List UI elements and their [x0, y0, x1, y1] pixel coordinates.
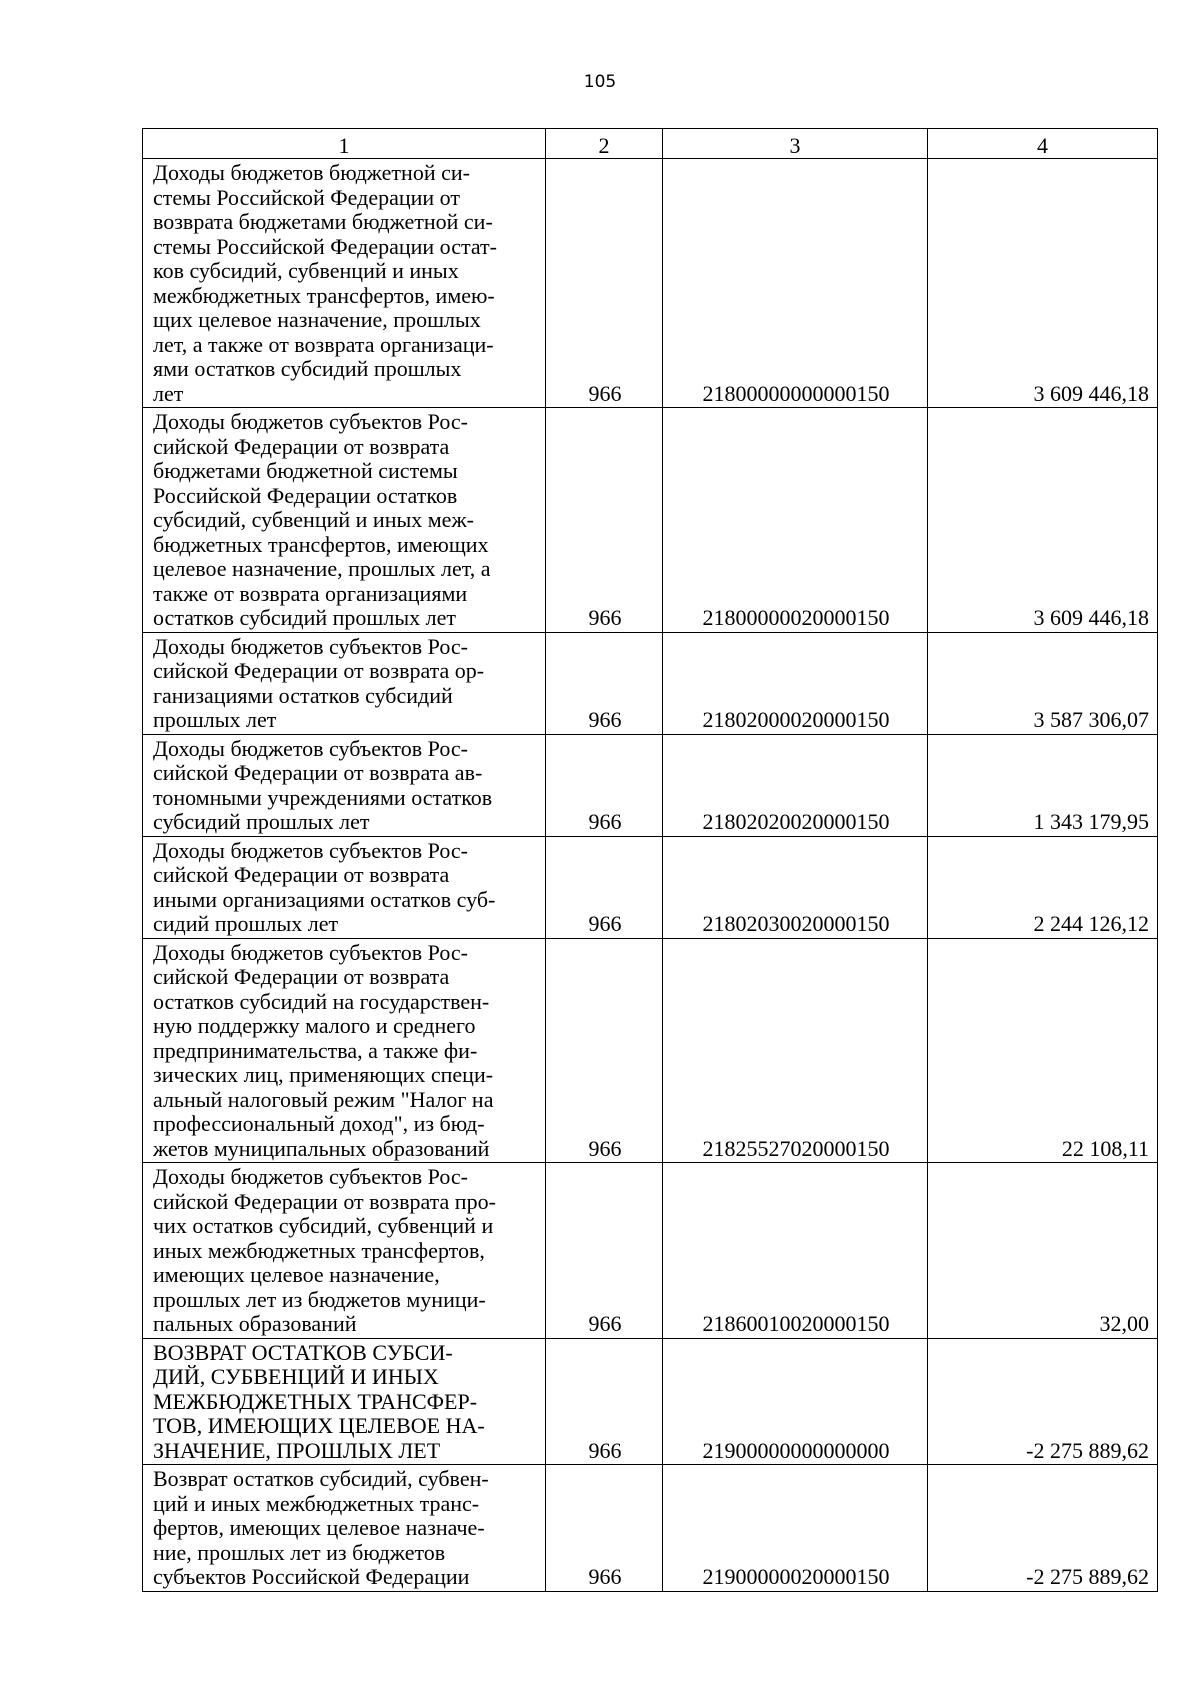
admin-code: 966 — [546, 938, 663, 1163]
income-description: Доходы бюджетов субъектов Рос- сийской Федерации от возврата ав- тономными учреждениями остатков субсидий прошлых лет — [143, 734, 546, 836]
budget-classification-code: 21900000020000150 — [663, 1465, 928, 1592]
income-description: Возврат остатков субсидий, субвен- ций и иных межбюджетных транс- фертов, имеющих целевое назначе- ние, прошлых лет из бюджетов субъектов Российской Федерации — [143, 1465, 546, 1592]
amount-value: 22 108,11 — [928, 938, 1158, 1163]
table-row — [143, 632, 1158, 734]
admin-code: 966 — [546, 1163, 663, 1339]
budget-classification-code: 21825527020000150 — [663, 938, 928, 1163]
amount-value: 1 343 179,95 — [928, 734, 1158, 836]
column-header-3: 3 — [663, 129, 928, 159]
table-row — [143, 1465, 1158, 1592]
admin-code: 966 — [546, 836, 663, 938]
table-row — [143, 408, 1158, 633]
page-number: 105 — [583, 72, 617, 92]
amount-value: 32,00 — [928, 1163, 1158, 1339]
column-header-2: 2 — [546, 129, 663, 159]
amount-value: 2 244 126,12 — [928, 836, 1158, 938]
admin-code: 966 — [546, 632, 663, 734]
table-row — [143, 938, 1158, 1163]
table-row — [143, 836, 1158, 938]
amount-value: 3 609 446,18 — [928, 408, 1158, 633]
income-description: Доходы бюджетов субъектов Рос- сийской Федерации от возврата иными организациями остатков суб- сидий прошлых лет — [143, 836, 546, 938]
table-row — [143, 159, 1158, 408]
income-description: ВОЗВРАТ ОСТАТКОВ СУБСИ- ДИЙ, СУБВЕНЦИЙ И ИНЫХ МЕЖБЮДЖЕТНЫХ ТРАНСФЕР- ТОВ, ИМЕЮЩИХ ЦЕЛЕВОЕ НА- ЗНАЧЕНИЕ, ПРОШЛЫХ ЛЕТ — [143, 1338, 546, 1465]
column-header-4: 4 — [928, 129, 1158, 159]
table-body — [143, 159, 1158, 1592]
table-row — [143, 1163, 1158, 1339]
admin-code: 966 — [546, 1338, 663, 1465]
amount-value: -2 275 889,62 — [928, 1465, 1158, 1592]
income-description: Доходы бюджетов субъектов Рос- сийской Федерации от возврата ор- ганизациями остатков субсидий прошлых лет — [143, 632, 546, 734]
income-description: Доходы бюджетов субъектов Рос- сийской Федерации от возврата остатков субсидий на государствен- ную поддержку малого и среднего предпринимательства, а также фи- зических лиц, применяющих специ- альный налоговый режим "Налог на профессиональный доход", из бюд- жетов муниципальных образований — [143, 938, 546, 1163]
budget-classification-code: 21800000020000150 — [663, 408, 928, 633]
admin-code: 966 — [546, 1465, 663, 1592]
admin-code: 966 — [546, 159, 663, 408]
income-description: Доходы бюджетов субъектов Рос- сийской Федерации от возврата бюджетами бюджетной системы Российской Федерации остатков субсидий, субвенций и иных меж- бюджетных трансфертов, имеющих целевое назначение, прошлых лет, а также от возврата организациями остатков субсидий прошлых лет — [143, 408, 546, 633]
admin-code: 966 — [546, 734, 663, 836]
table-header-row — [143, 129, 1158, 159]
income-description: Доходы бюджетов бюджетной си- стемы Российской Федерации от возврата бюджетами бюджетной си- стемы Российской Федерации остат- ков субсидий, субвенций и иных межбюджетных трансфертов, имею- щих целевое назначение, прошлых лет, а также от возврата организаци- ями остатков субсидий прошлых лет — [143, 159, 546, 408]
budget-classification-code: 21802020020000150 — [663, 734, 928, 836]
budget-revenue-table — [142, 128, 1158, 1592]
budget-classification-code: 21802000020000150 — [663, 632, 928, 734]
budget-classification-code: 21800000000000150 — [663, 159, 928, 408]
column-header-1: 1 — [143, 129, 546, 159]
amount-value: -2 275 889,62 — [928, 1338, 1158, 1465]
table-row — [143, 1338, 1158, 1465]
budget-classification-code: 21802030020000150 — [663, 836, 928, 938]
income-description: Доходы бюджетов субъектов Рос- сийской Федерации от возврата про- чих остатков субсидий, субвенций и иных межбюджетных трансфертов, имеющих целевое назначение, прошлых лет из бюджетов муници- пальных образований — [143, 1163, 546, 1339]
budget-classification-code: 21860010020000150 — [663, 1163, 928, 1339]
table-row — [143, 734, 1158, 836]
budget-classification-code: 21900000000000000 — [663, 1338, 928, 1465]
amount-value: 3 587 306,07 — [928, 632, 1158, 734]
admin-code: 966 — [546, 408, 663, 633]
amount-value: 3 609 446,18 — [928, 159, 1158, 408]
